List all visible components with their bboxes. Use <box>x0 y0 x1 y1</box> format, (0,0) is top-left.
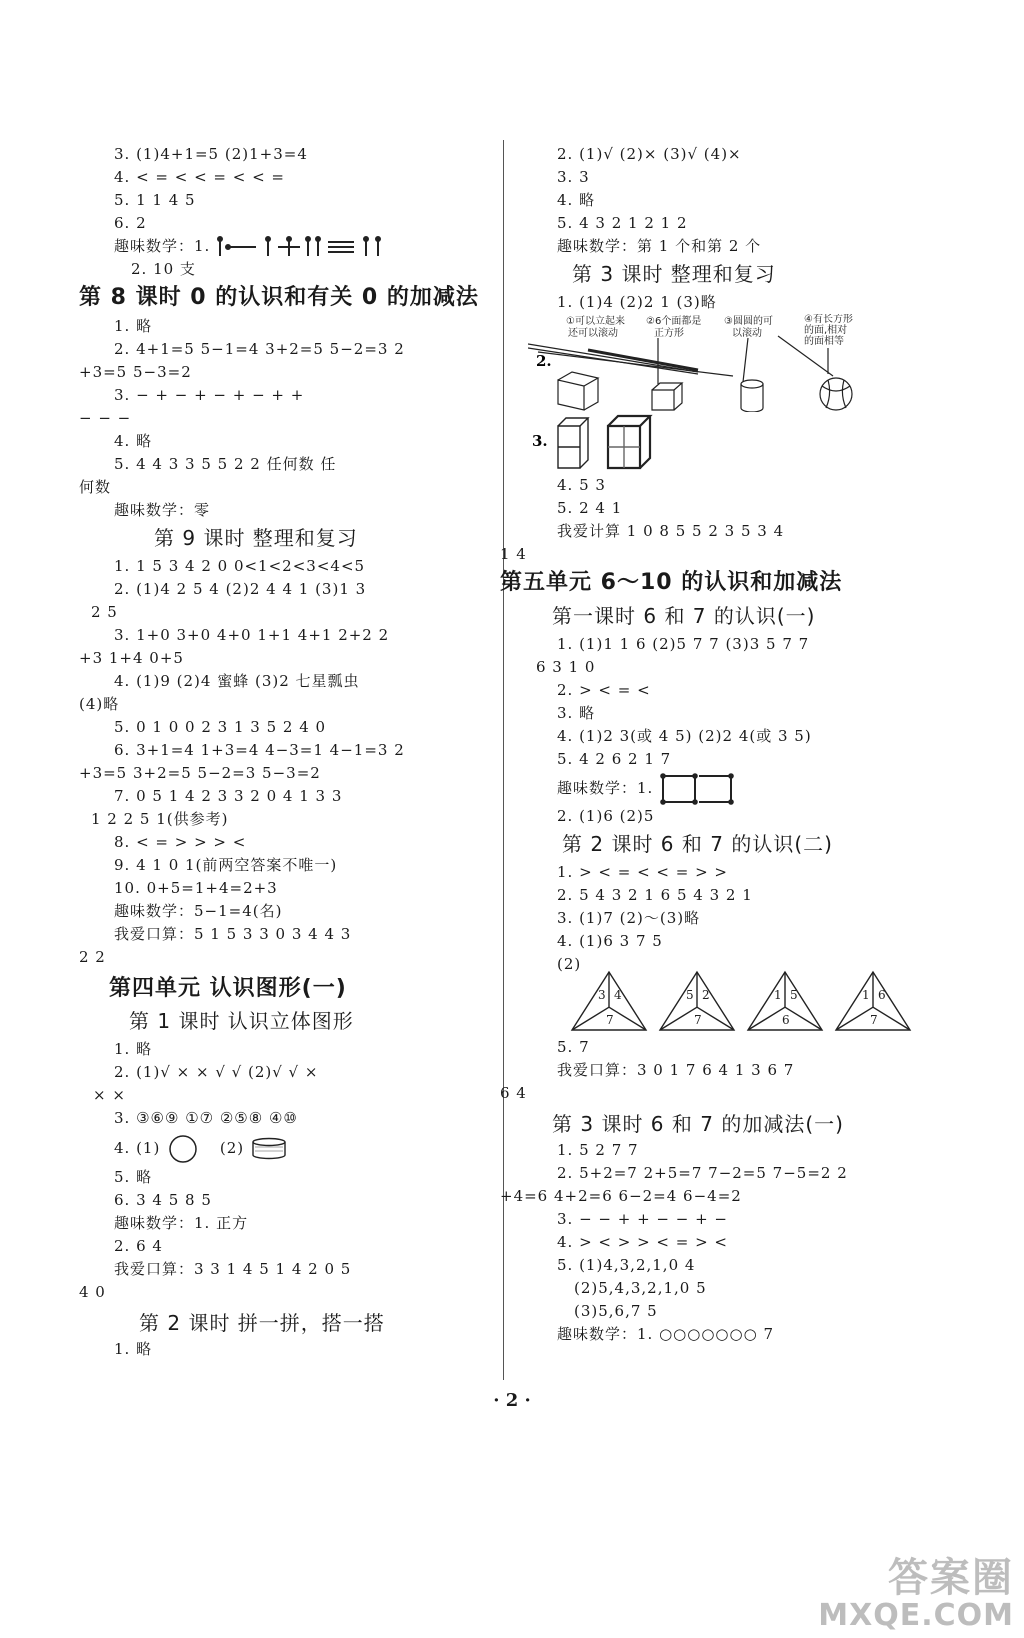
question-label: 2. <box>536 352 552 370</box>
page-number: · 2 · <box>493 1390 531 1411</box>
fun-math-line: 趣味数学：1. ○○○○○○○ 7 <box>557 1325 775 1343</box>
triangle-divider <box>609 1007 646 1030</box>
watermark <box>818 1556 1014 1632</box>
triangle-divider <box>836 1007 873 1030</box>
fun-math-label: 趣味数学：1. <box>557 779 654 797</box>
answer-line: +3 1+4 0+5 <box>79 649 184 667</box>
answer-line: (2) <box>557 955 582 973</box>
number-triangle <box>660 972 734 1030</box>
answer-line: 3. 3 <box>557 168 590 186</box>
answer-line: 3. ③⑥⑨ ①⑦ ②⑤⑧ ④⑩ <box>114 1109 298 1127</box>
answer-line: 1 4 <box>500 545 527 563</box>
answer-line: 2. > < = < <box>557 681 651 699</box>
answer-line: 2. (1)6 (2)5 <box>557 807 655 825</box>
fun-math-line: 趣味数学：第 1 个和第 2 个 <box>557 237 762 255</box>
answer-line: 6. 3+1=4 1+3=4 4−3=1 4−1=3 2 <box>114 741 405 759</box>
answer-line: 2. (1)√ (2)× (3)√ (4)× <box>557 145 742 163</box>
answer-line: 1. 略 <box>114 317 153 335</box>
mental-math-line: 我爱口算：3 0 1 7 6 4 1 3 6 7 <box>557 1061 795 1079</box>
answer-line: 5. 2 4 1 <box>557 499 623 517</box>
answer-line: 2. 4+1=5 5−1=4 3+2=5 5−2=3 2 <box>114 340 405 358</box>
caption-4: ④有长方形 <box>804 314 853 325</box>
answer-line: 2. (1)4 2 5 4 (2)2 4 4 1 (3)1 3 <box>114 580 367 598</box>
left-column <box>79 143 489 1361</box>
answer-line: 2. 10 支 <box>131 260 196 278</box>
triangle-number: 5 <box>790 988 798 1003</box>
shape-matching-figure <box>528 314 868 412</box>
answer-line: 2. (1)√ × × √ √ (2)√ √ × <box>114 1063 319 1081</box>
answer-line: +3=5 3+2=5 5−2=3 5−3=2 <box>79 764 321 782</box>
answer-line: 1. 略 <box>114 1340 153 1358</box>
stick-figures <box>216 236 391 258</box>
section-heading: 第 1 课时 认识立体图形 <box>129 1009 354 1033</box>
caption-4b: 的面,相对 <box>804 325 848 336</box>
answer-line: 6. 3 4 5 8 5 <box>114 1191 212 1209</box>
fun-math-label: 趣味数学：1. <box>114 237 211 255</box>
triangle-number: 6 <box>782 1013 790 1027</box>
triangle-number: 1 <box>774 988 782 1003</box>
answer-line: 4. 5 3 <box>557 476 606 494</box>
section-heading: 第 8 课时 0 的认识和有关 0 的加减法 <box>79 285 479 310</box>
fun-math-line <box>79 235 489 258</box>
answer-line: 1. 略 <box>114 1040 153 1058</box>
unit-heading: 第四单元 认识图形(一) <box>109 976 347 1001</box>
answer-line: (2)5,4,3,2,1,0 5 <box>574 1279 707 1297</box>
answer-line: 5. 0 1 0 0 2 3 1 3 5 2 4 0 <box>114 718 327 736</box>
caption-3b: 以滚动 <box>732 328 762 339</box>
answer-line: 4. (1)2 3(或 4 5) (2)2 4(或 3 5) <box>557 727 812 745</box>
triangle-number: 3 <box>598 988 606 1003</box>
triangle-number: 6 <box>878 988 886 1003</box>
answer-label: (2) <box>219 1139 245 1157</box>
answer-line: 2. 5+2=7 2+5=7 7−2=5 7−5=2 2 <box>557 1164 848 1182</box>
answer-line: 1. 5 2 7 7 <box>557 1141 639 1159</box>
triangle-number: 1 <box>862 988 870 1003</box>
calc-line: 我爱计算 1 0 8 5 5 2 3 5 3 4 <box>557 522 785 540</box>
triangle-number: 2 <box>702 988 710 1003</box>
answer-line: 5. 4 4 3 3 5 5 2 2 任何数 任 <box>114 455 337 473</box>
fun-math-line <box>522 771 932 805</box>
answer-line: 3. − + − + − + − + + <box>114 386 305 404</box>
watermark-url: MXQE.COM <box>818 1598 1014 1633</box>
answer-line <box>79 1130 489 1166</box>
answer-line: 2 2 <box>79 948 106 966</box>
triangle-number: 7 <box>606 1013 614 1027</box>
answer-line: 4. 略 <box>557 191 596 209</box>
sphere-shape <box>166 1134 200 1164</box>
section-heading: 第 2 课时 拼一拼，搭一搭 <box>139 1311 385 1335</box>
answer-line: 3. (1)4+1=5 (2)1+3=4 <box>114 145 308 163</box>
caption-4c: 的面相等 <box>804 336 844 347</box>
answer-line: 4 0 <box>79 1283 106 1301</box>
answer-line: 9. 4 1 0 1(前两空答案不唯一) <box>114 856 338 874</box>
answer-line: 5. 4 3 2 1 2 1 2 <box>557 214 688 232</box>
answer-line: 1. (1)1 1 6 (2)5 7 7 (3)3 5 7 7 <box>557 635 810 653</box>
caption-3: ③圆圆的可 <box>724 316 773 327</box>
answer-line: 1. > < = < < = > > <box>557 863 729 881</box>
answer-line: 4. (1)6 3 7 5 <box>557 932 663 950</box>
answer-line: 3. (1)7 (2)～(3)略 <box>557 909 701 927</box>
answer-line: 2. 5 4 3 2 1 6 5 4 3 2 1 <box>557 886 753 904</box>
answer-line: 6 4 <box>500 1084 527 1102</box>
answer-line: 7. 0 5 1 4 2 3 3 2 0 4 1 3 3 <box>114 787 343 805</box>
answer-line: 5. 4 2 6 2 1 7 <box>557 750 672 768</box>
answer-line: 2 5 <box>91 603 118 621</box>
answer-line: 5. 略 <box>114 1168 153 1186</box>
triangle-divider <box>572 1007 609 1030</box>
triangle-number: 7 <box>870 1013 878 1027</box>
question-label: 3. <box>532 432 548 450</box>
answer-line: 何数 <box>79 478 112 496</box>
answer-line: 2. 6 4 <box>114 1237 163 1255</box>
number-triangle <box>836 972 910 1030</box>
triangle-divider <box>748 1007 785 1030</box>
answer-line: (4)略 <box>79 695 120 713</box>
answer-line: 4. < = < < = < < = <box>114 168 286 186</box>
answer-line: 3. 略 <box>557 704 596 722</box>
fun-math-line: 趣味数学：零 <box>114 501 211 519</box>
answer-line: 5. (1)4,3,2,1,0 4 <box>557 1256 696 1274</box>
triangle-divider <box>697 1007 734 1030</box>
caption-1: ①可以立起来 <box>566 316 625 327</box>
answer-line: 4. (1)9 (2)4 蜜蜂 (3)2 七星瓢虫 <box>114 672 360 690</box>
matchstick-squares <box>659 773 735 805</box>
number-triangle <box>572 972 646 1030</box>
number-triangles <box>568 970 928 1036</box>
cubes-figure <box>528 412 688 474</box>
section-heading: 第 9 课时 整理和复习 <box>154 526 358 550</box>
triangle-divider <box>660 1007 697 1030</box>
answer-line: 5. 1 1 4 5 <box>114 191 196 209</box>
answer-line: 6 3 1 0 <box>536 658 596 676</box>
mental-math-line: 我爱口算：5 1 5 3 3 0 3 4 4 3 <box>114 925 352 943</box>
answer-line: 3. 1+0 3+0 4+0 1+1 4+1 2+2 2 <box>114 626 390 644</box>
caption-2: ②6个面都是 <box>646 316 702 327</box>
section-heading: 第 2 课时 6 和 7 的认识(二) <box>562 832 833 856</box>
triangle-divider <box>785 1007 822 1030</box>
answer-line: 4. 略 <box>114 432 153 450</box>
section-heading: 第一课时 6 和 7 的认识(一) <box>552 604 816 628</box>
section-heading: 第 3 课时 6 和 7 的加减法(一) <box>552 1112 844 1136</box>
answer-line: 1. (1)4 (2)2 1 (3)略 <box>557 293 717 311</box>
watermark-logo: 答案圈 <box>888 1555 1014 1601</box>
answer-label: 4. (1) <box>114 1139 161 1157</box>
answer-line: 1 2 2 5 1(供参考) <box>91 810 229 828</box>
answer-line: − − − <box>79 409 132 427</box>
answer-line: +4=6 4+2=6 6−2=4 6−4=2 <box>500 1187 742 1205</box>
triangle-number: 7 <box>694 1013 702 1027</box>
answer-line: 5. 7 <box>557 1038 590 1056</box>
section-heading: 第 3 课时 整理和复习 <box>572 262 776 286</box>
mental-math-line: 我爱口算：3 3 1 4 5 1 4 2 0 5 <box>114 1260 352 1278</box>
fun-math-line: 趣味数学：5−1=4(名) <box>114 902 283 920</box>
number-triangle <box>748 972 822 1030</box>
unit-heading: 第五单元 6～10 的认识和加减法 <box>500 570 843 595</box>
answer-line: (3)5,6,7 5 <box>574 1302 658 1320</box>
caption-2b: 正方形 <box>654 328 684 339</box>
right-column <box>500 143 932 1346</box>
answer-line: 10. 0+5=1+4=2+3 <box>114 879 278 897</box>
answer-line: 6. 2 <box>114 214 147 232</box>
caption-1b: 还可以滚动 <box>568 328 618 339</box>
answer-line: × × <box>93 1086 126 1104</box>
answer-line: 3. − − + + − − + − <box>557 1210 729 1228</box>
triangle-divider <box>873 1007 910 1030</box>
answer-line: 8. < = > > > < <box>114 833 247 851</box>
answer-line: 1. 1 5 3 4 2 0 0<1<2<3<4<5 <box>114 557 366 575</box>
fun-math-line: 趣味数学：1. 正方 <box>114 1214 249 1232</box>
answer-line: 4. > < > > < = > < <box>557 1233 729 1251</box>
answer-line: +3=5 5−3=2 <box>79 363 192 381</box>
cylinder-shape <box>250 1137 288 1161</box>
triangle-number: 4 <box>614 988 622 1003</box>
triangle-number: 5 <box>686 988 694 1003</box>
